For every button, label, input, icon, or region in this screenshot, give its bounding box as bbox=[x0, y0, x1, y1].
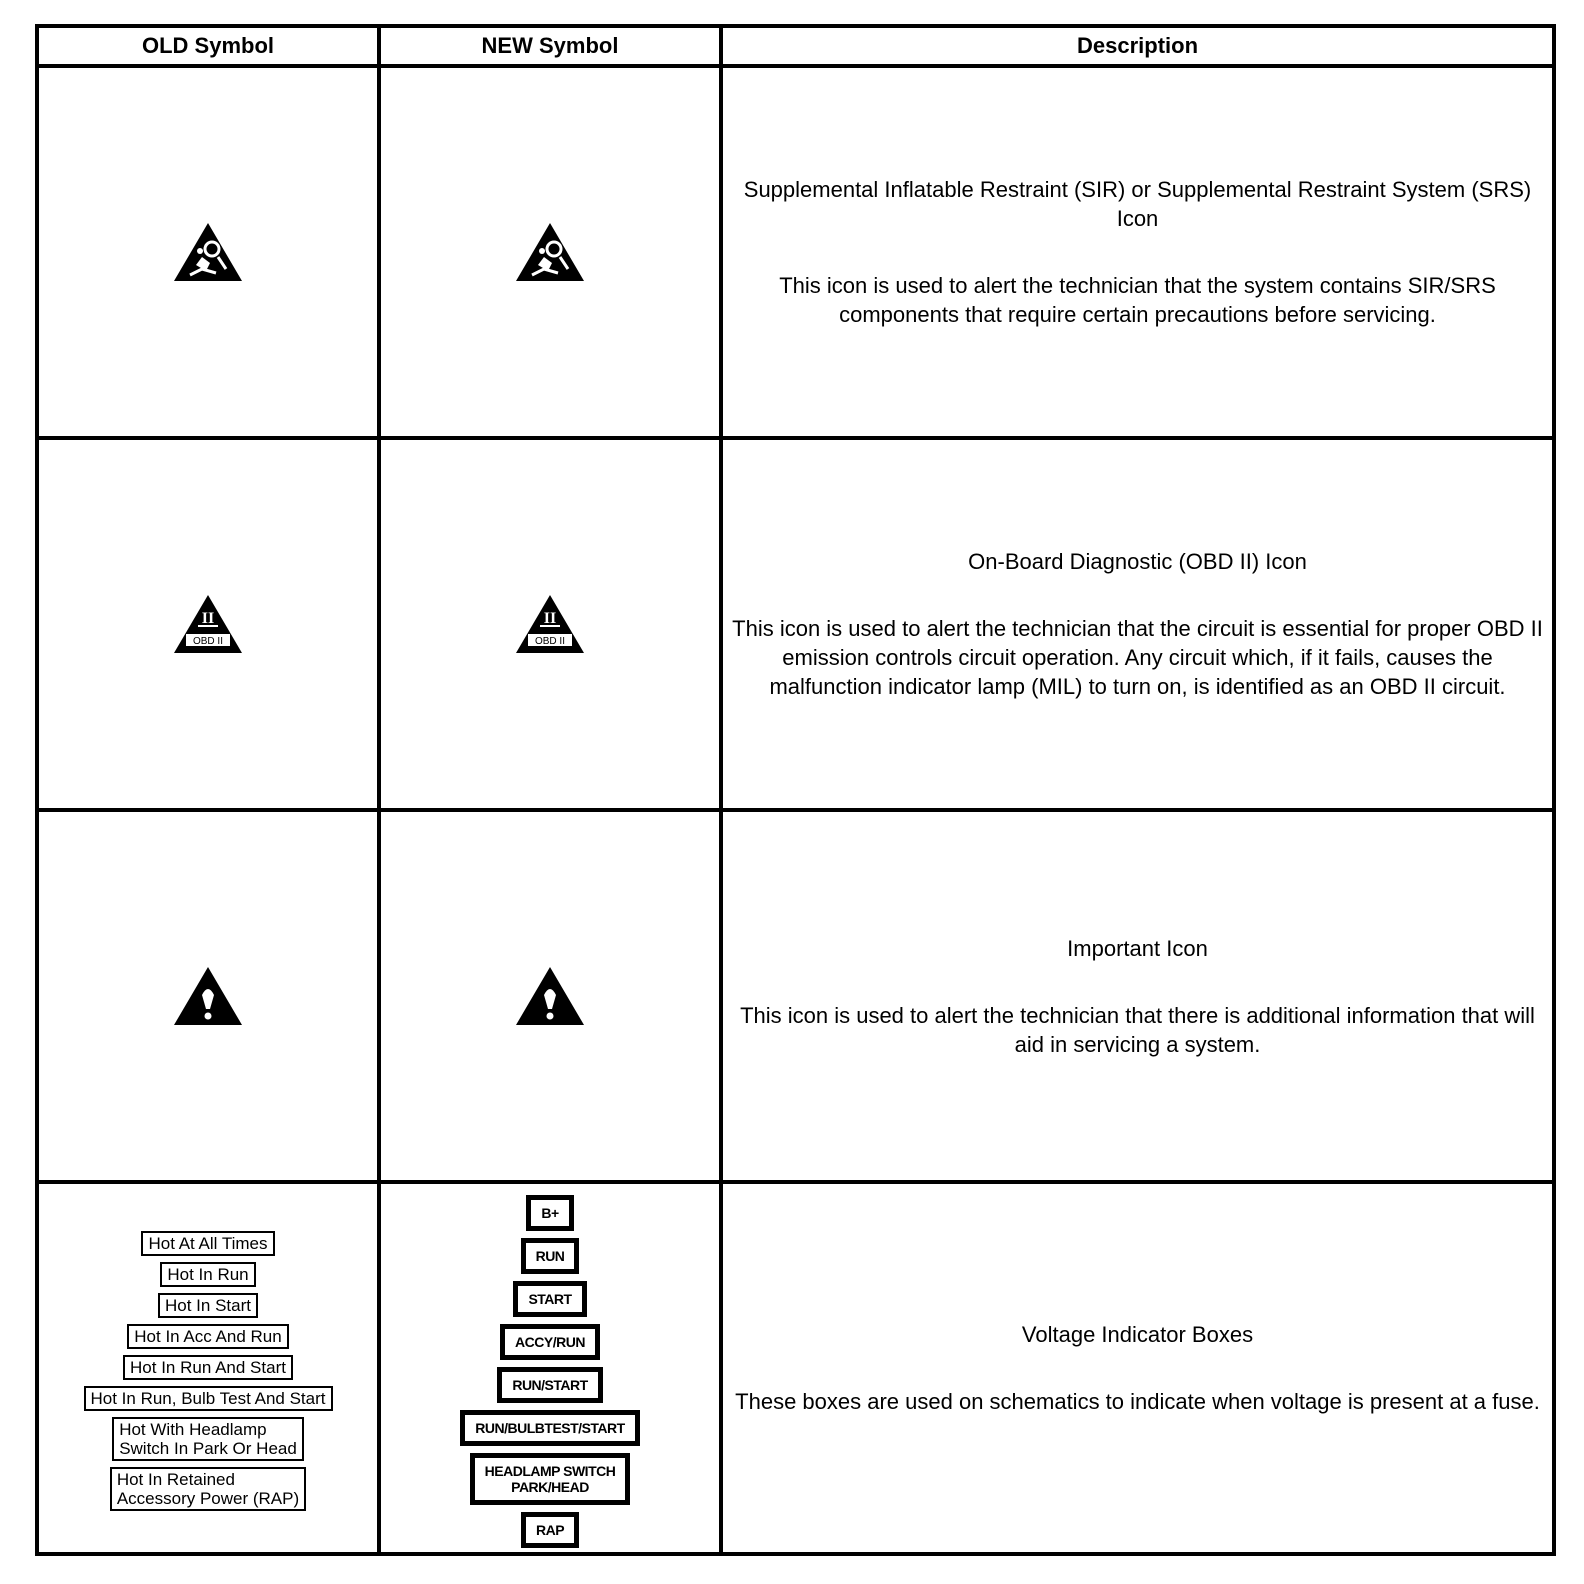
description-cell bbox=[721, 66, 1554, 438]
new-symbol-cell bbox=[379, 438, 721, 810]
box-line: RUN bbox=[535, 1248, 565, 1264]
box-line: START bbox=[528, 1291, 572, 1307]
description-title: Supplemental Inflatable Restraint (SIR) or Supplemental Restraint System (SRS) Icon bbox=[743, 177, 1532, 231]
column-header-description: Description bbox=[721, 26, 1554, 66]
table-row-important bbox=[37, 810, 1554, 1182]
box-line: ACCY/RUN bbox=[515, 1334, 585, 1350]
column-header-old-symbol: OLD Symbol bbox=[37, 26, 379, 66]
description-cell bbox=[721, 1182, 1554, 1554]
box-line: RAP bbox=[535, 1522, 565, 1538]
new-voltage-box bbox=[500, 1324, 600, 1360]
new-voltage-box-list bbox=[381, 1188, 719, 1548]
box-line: Hot With Headlamp bbox=[119, 1420, 267, 1439]
new-symbol-cell bbox=[379, 66, 721, 438]
old-voltage-box bbox=[112, 1417, 304, 1461]
box-line: Hot In Run, Bulb Test And Start bbox=[90, 1389, 326, 1408]
description-cell bbox=[721, 810, 1554, 1182]
old-voltage-box-list bbox=[39, 1225, 377, 1511]
important-exclamation-triangle-icon bbox=[514, 965, 586, 1027]
old-symbol-cell bbox=[37, 438, 379, 810]
new-symbol-cell bbox=[379, 810, 721, 1182]
box-line: Hot In Acc And Run bbox=[134, 1327, 282, 1346]
box-line: RUN/START bbox=[512, 1377, 588, 1393]
old-symbol-cell bbox=[37, 66, 379, 438]
obd-numeral: II bbox=[201, 610, 215, 627]
box-line: Hot At All Times bbox=[148, 1234, 268, 1253]
important-exclamation-triangle-icon bbox=[172, 965, 244, 1027]
obd-label: OBD II bbox=[192, 636, 224, 647]
box-line: RUN/BULBTEST/START bbox=[475, 1420, 625, 1436]
old-symbol-cell bbox=[37, 1182, 379, 1554]
description-body: This icon is used to alert the technician that the system contains SIR/SRS components that require certain precautions before servicing. bbox=[779, 273, 1496, 327]
box-line: B+ bbox=[541, 1205, 559, 1221]
old-symbol-cell bbox=[37, 810, 379, 1182]
new-voltage-box bbox=[460, 1410, 639, 1446]
box-line: Hot In Run bbox=[167, 1265, 249, 1284]
description-cell bbox=[721, 438, 1554, 810]
old-voltage-box bbox=[123, 1355, 293, 1380]
new-voltage-box bbox=[526, 1195, 573, 1231]
box-line: Hot In Start bbox=[165, 1296, 251, 1315]
obd-label: OBD II bbox=[534, 636, 566, 647]
sir-warning-triangle-icon bbox=[172, 221, 244, 283]
obd-numeral: II bbox=[543, 610, 557, 627]
description-title: On-Board Diagnostic (OBD II) Icon bbox=[968, 549, 1307, 574]
description-body: These boxes are used on schematics to indicate when voltage is present at a fuse. bbox=[735, 1389, 1540, 1414]
new-voltage-box bbox=[521, 1238, 580, 1274]
symbol-table bbox=[35, 24, 1556, 1556]
column-header-new-symbol: NEW Symbol bbox=[379, 26, 721, 66]
new-voltage-box bbox=[513, 1281, 586, 1317]
box-line: Hot In Run And Start bbox=[130, 1358, 286, 1377]
old-voltage-box bbox=[110, 1467, 306, 1511]
box-line: PARK/HEAD bbox=[511, 1479, 589, 1495]
box-line: Switch In Park Or Head bbox=[119, 1439, 297, 1458]
table-row-voltage-indicators bbox=[37, 1182, 1554, 1554]
description-body: This icon is used to alert the technician that there is additional information that will aid in servicing a system. bbox=[740, 1002, 1535, 1057]
obd-ii-triangle-icon bbox=[172, 593, 244, 655]
new-voltage-box bbox=[470, 1453, 631, 1505]
old-voltage-box bbox=[84, 1386, 333, 1411]
new-voltage-box bbox=[497, 1367, 602, 1403]
table-row-obd bbox=[37, 438, 1554, 810]
old-voltage-box bbox=[158, 1293, 258, 1318]
description-title: Voltage Indicator Boxes bbox=[1021, 1322, 1254, 1347]
obd-ii-triangle-icon bbox=[514, 593, 586, 655]
new-voltage-box bbox=[521, 1512, 579, 1548]
old-voltage-box bbox=[127, 1324, 288, 1349]
new-symbol-cell bbox=[379, 1182, 721, 1554]
table-row-sir bbox=[37, 66, 1554, 438]
sir-warning-triangle-icon bbox=[514, 221, 586, 283]
table-header-row bbox=[37, 26, 1554, 66]
old-voltage-box bbox=[141, 1231, 274, 1256]
box-line: Accessory Power (RAP) bbox=[116, 1489, 300, 1508]
box-line: HEADLAMP SWITCH bbox=[484, 1463, 616, 1479]
description-body: This icon is used to alert the technician that the circuit is essential for proper OBD II emission controls circuit operation. Any circuit which, if it fails, causes the malfunction indicator lamp (MIL) to turn on, is identified as an OBD II circuit. bbox=[732, 616, 1543, 699]
old-voltage-box bbox=[160, 1262, 255, 1287]
description-title: Important Icon bbox=[1067, 935, 1208, 961]
box-line: Hot In Retained bbox=[116, 1470, 235, 1489]
